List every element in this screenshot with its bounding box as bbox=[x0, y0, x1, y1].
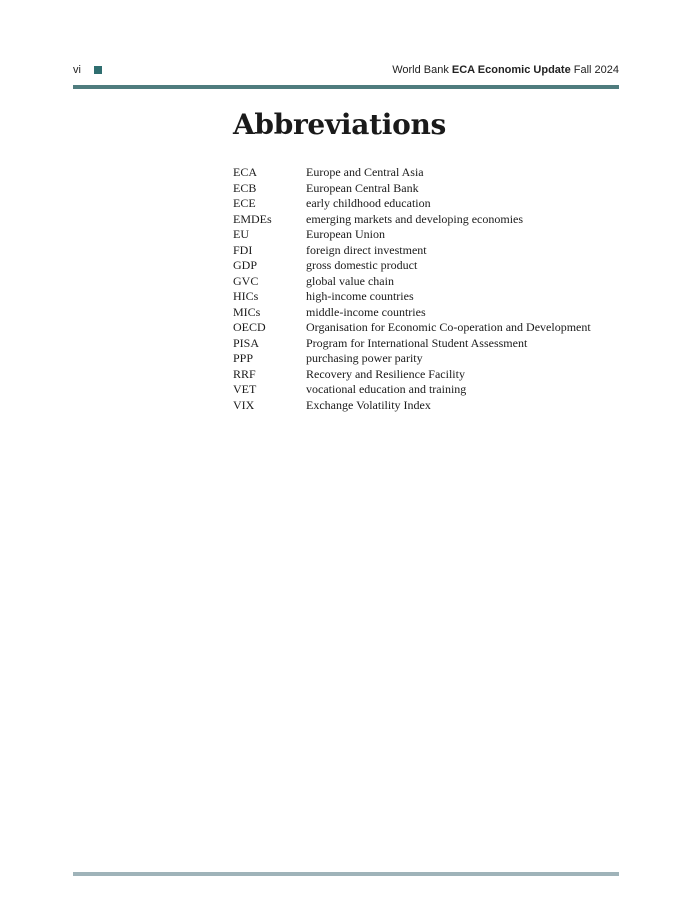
abbreviation-row bbox=[233, 305, 623, 321]
abbreviation-term: GVC bbox=[233, 273, 259, 288]
abbreviation-definition: gross domestic product bbox=[306, 258, 418, 272]
abbreviation-term: GDP bbox=[233, 258, 258, 272]
abbreviation-definition: European Union bbox=[306, 227, 385, 241]
abbreviation-row bbox=[233, 367, 623, 383]
abbreviation-term: EMDEs bbox=[233, 211, 272, 226]
abbreviation-definition: Europe and Central Asia bbox=[306, 165, 424, 179]
abbreviation-definition: middle-income countries bbox=[306, 304, 426, 319]
abbreviation-definition: emerging markets and developing economies bbox=[306, 211, 524, 226]
running-header-report-title: ECA Economic Update bbox=[451, 64, 571, 76]
header-rule bbox=[73, 85, 619, 89]
abbreviation-list bbox=[233, 165, 623, 413]
running-header bbox=[392, 64, 619, 76]
section-marker-square bbox=[94, 66, 102, 74]
abbreviation-term: ECE bbox=[233, 196, 256, 210]
abbreviation-row bbox=[233, 165, 623, 181]
abbreviation-term: VIX bbox=[233, 397, 255, 412]
abbreviation-definition: Recovery and Resilience Facility bbox=[306, 366, 465, 381]
abbreviation-row bbox=[233, 227, 623, 243]
abbreviation-definition: purchasing power parity bbox=[306, 351, 423, 365]
footer-rule bbox=[73, 872, 619, 876]
page-number: vi bbox=[73, 64, 81, 76]
abbreviation-row bbox=[233, 212, 623, 228]
abbreviation-definition: global value chain bbox=[306, 273, 394, 288]
abbreviation-term: MICs bbox=[233, 304, 261, 319]
abbreviation-row bbox=[233, 382, 623, 398]
abbreviation-row bbox=[233, 196, 623, 212]
abbreviation-row bbox=[233, 274, 623, 290]
abbreviation-definition: high-income countries bbox=[306, 289, 414, 303]
abbreviation-definition: Organisation for Economic Co-operation and Development bbox=[306, 320, 591, 334]
abbreviation-row bbox=[233, 336, 623, 352]
abbreviation-term: HICs bbox=[233, 289, 259, 303]
abbreviation-row bbox=[233, 398, 623, 414]
page-title: Abbreviations bbox=[233, 108, 446, 141]
abbreviation-definition: European Central Bank bbox=[306, 180, 419, 195]
abbreviation-row bbox=[233, 243, 623, 259]
abbreviation-term: FDI bbox=[233, 242, 253, 257]
abbreviation-row bbox=[233, 351, 623, 367]
abbreviation-row bbox=[233, 320, 623, 336]
running-header-publisher: World Bank bbox=[392, 64, 452, 76]
abbreviation-term: PPP bbox=[233, 351, 254, 365]
abbreviation-row bbox=[233, 289, 623, 305]
abbreviation-term: ECA bbox=[233, 165, 257, 179]
abbreviation-definition: early childhood education bbox=[306, 196, 431, 210]
abbreviation-definition: vocational education and training bbox=[306, 382, 467, 396]
abbreviation-term: OECD bbox=[233, 320, 266, 334]
abbreviation-term: ECB bbox=[233, 180, 257, 195]
abbreviation-term: VET bbox=[233, 382, 257, 396]
abbreviation-row bbox=[233, 181, 623, 197]
abbreviation-row bbox=[233, 258, 623, 274]
abbreviation-definition: foreign direct investment bbox=[306, 242, 427, 257]
abbreviation-definition: Exchange Volatility Index bbox=[306, 397, 431, 412]
abbreviation-term: PISA bbox=[233, 335, 260, 350]
running-header-edition: Fall 2024 bbox=[570, 64, 619, 76]
abbreviation-term: EU bbox=[233, 227, 249, 241]
abbreviation-definition: Program for International Student Assessment bbox=[306, 335, 528, 350]
abbreviation-term: RRF bbox=[233, 366, 256, 381]
